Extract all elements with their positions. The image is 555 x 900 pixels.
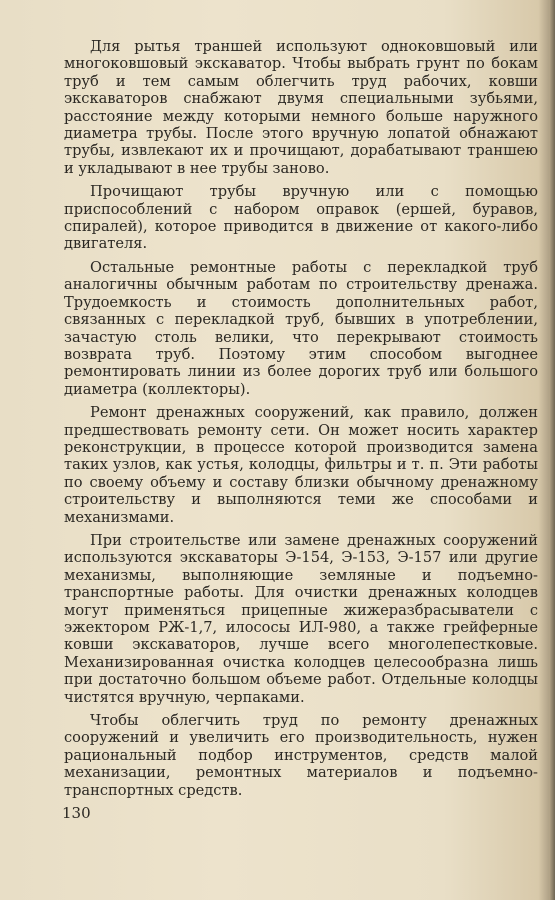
- paragraph: Для рытья траншей используют одноковшовый или многоковшовый экскаватор. Чтобы выбрать грунт по бокам труб и тем самым облегчить труд рабочих, ковши экскаваторов снабжают двумя специальными зубьями, расстояние между которыми немного больше наружного диаметра трубы. После этого вручную лопатой обнажают трубы, извлекают их и прочищают, дорабатывают траншею и укладывают в нее трубы заново.: [64, 38, 538, 177]
- body-text: [64, 38, 538, 805]
- page-number: 130: [62, 804, 91, 822]
- paragraph: Ремонт дренажных сооружений, как правило, должен предшествовать ремонту сети. Он может носить характер реконструкции, в процессе которой производится замена таких узлов, как устья, колодцы, фильтры и т. п. Эти работы по своему объему и составу близки обычному дренажному строительству и выполняются теми же способами и механизмами.: [64, 404, 538, 526]
- page-edge-shadow: [549, 0, 555, 900]
- paragraph: Прочищают трубы вручную или с помощью приспособлений с набором оправок (ершей, буравов, спиралей), которое приводится в движение от какого-либо двигателя.: [64, 183, 538, 253]
- paragraph: Чтобы облегчить труд по ремонту дренажных сооружений и увеличить его производительность, нужен рациональный подбор инструментов, средств малой механизации, ремонтных материалов и подъемно-транспортных средств.: [64, 712, 538, 799]
- paragraph: Остальные ремонтные работы с перекладкой труб аналогичны обычным работам по строительству дренажа. Трудоемкость и стоимость дополнительных работ, связанных с перекладкой труб, бывших в употреблении, зачастую столь велики, что перекрывают стоимость возврата труб. Поэтому этим способом выгоднее ремонтировать линии из более дорогих труб или большого диаметра (коллекторы).: [64, 258, 538, 398]
- paragraph: При строительстве или замене дренажных сооружений используются экскаваторы Э-154, Э-153, Э-157 или другие механизмы, выполняющие земляные и подъемно-транспортные работы. Для очистки дренажных колодцев могут применяться прицепные жижеразбрасыватели с эжектором РЖ-1,7, илососы ИЛ-980, а также грейферные ковши экскаваторов, лучше всего многолепестковые. Механизированная очистка колодцев целесообразна лишь при достаточно большом объеме работ. Отдельные колодцы чистятся вручную, черпаками.: [64, 531, 538, 706]
